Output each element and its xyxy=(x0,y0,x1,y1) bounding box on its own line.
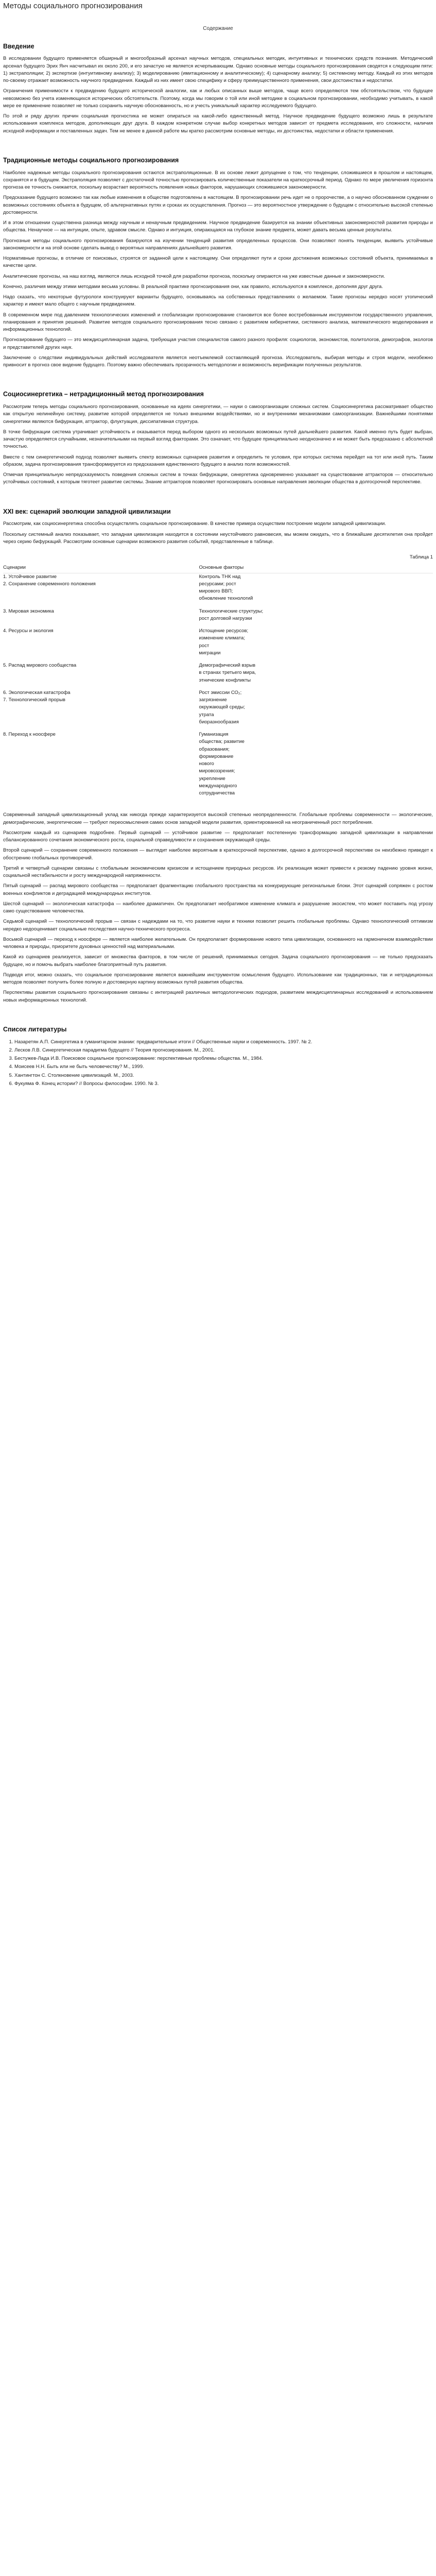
factor-text: окружающей среды; xyxy=(199,704,245,710)
factor-text: этнические конфликты xyxy=(199,677,251,683)
factor-text: формирование xyxy=(199,753,234,759)
section-heading-sociosynergetics: Социосинергетика – нетрадиционный метод прогнозирования xyxy=(3,391,204,398)
factor-text: рост xyxy=(199,642,210,649)
scenario-name: 5. Распад мирового сообщества xyxy=(3,663,77,668)
paragraph: Второй сценарий — сохранение современного положения — выглядит наиболее вероятным в краткосрочной перспективе, однако в долгосрочной перспективе он неизбежно приведет к обострению глобальных противоречий. xyxy=(3,848,433,861)
factor-text: Рост эмиссии СО₂; xyxy=(199,689,242,696)
section-heading-21st-century: XXI век: сценарий эволюции западной цивилизации xyxy=(3,507,171,515)
factors-cell xyxy=(132,573,433,608)
factor-text: общества; развитие xyxy=(199,739,245,745)
intro-body xyxy=(3,55,433,135)
section-heading-intro: Введение xyxy=(3,42,34,50)
paragraph: Перспективы развития социального прогнозирования связаны с интеграцией различных методологических подходов, развитием междисциплинарных исследований и использованием новых информационных технологий. xyxy=(3,990,433,1003)
paragraph: Седьмой сценарий — технологический прорыв — связан с надеждами на то, что развитие науки и техники позволит решить глобальные проблемы. Однако технологический оптимизм нередко недооценивает социальные последствия научно-технического прогресса. xyxy=(3,919,433,932)
scenario-name: 2. Сохранение современного положения xyxy=(3,581,96,587)
reference-item: 3. Бестужев-Лада И.В. Поисковое социальное прогнозирование: перспективные проблемы общества. М., 1984. xyxy=(14,1055,433,1062)
paragraph: Рассмотрим каждый из сценариев подробнее. Первый сценарий — устойчивое развитие — предполагает постепенную трансформацию западной цивилизации в направлении сбалансированного сочетания экономического роста, социальной справедливости и сохранения окружающей среды. xyxy=(3,829,433,843)
reference-item: 1. Назаретян А.П. Синергетика в гуманитарном знании: предварительные итоги // Общественные науки и современность. 1997. № 2. xyxy=(14,1039,433,1046)
factor-text: Демографический взрыв xyxy=(199,663,256,668)
paragraph: Ограничения применимости к предвидению будущего исторической аналогии, как и любых описанных выше методов, чаще всего определяются тем обстоятельством, что будущее невозможно без учета изменяющихся исторических обстоятельств. Поэтому, когда мы говорим о той или иной методике в социальном прогнозировании, необходимо учитывать, в какой мере ее применение позволяет не только сохранить научную обоснованность, но и учесть уникальный характер исследуемого будущего. xyxy=(3,88,433,109)
scenario-name: 1. Устойчивое развитие xyxy=(3,573,57,580)
paragraph: Шестой сценарий — экологическая катастрофа — наиболее драматичен. Он предполагает необратимое изменение климата и разрушение экосистем, что может поставить под угрозу само существование человечества. xyxy=(3,901,433,914)
toc-title: Содержание xyxy=(203,25,233,31)
section-heading-references: Список литературы xyxy=(3,1025,67,1033)
paragraph: Надо сказать, что некоторые футурологи конструируют варианты будущего, основываясь на собственных представлениях о желаемом. Такие прогнозы нередко носят утопический характер и имеют мало общего с научным предвидением. xyxy=(3,294,433,308)
factor-text: Технологические структуры; xyxy=(199,608,264,614)
factors-cell xyxy=(132,628,433,662)
reference-item: 4. Моисеев Н.Н. Быть или не быть человечеству? М., 1999. xyxy=(14,1063,433,1071)
paragraph: Аналитические прогнозы, на наш взгляд, являются лишь исходной точкой для разработки прогноза, поскольку опираются на уже известные данные и закономерности. xyxy=(3,273,385,279)
paragraph: Какой из сценариев реализуется, зависит от множества факторов, в том числе от решений, принимаемых сегодня. Задача социального прогнозирования — не только предсказать будущее, но и помочь выбрать наиболее благоприятный путь развития. xyxy=(3,954,433,968)
table-row xyxy=(3,689,433,731)
table-header-factors: Основные факторы xyxy=(132,563,433,573)
factor-text: рост долговой нагрузки xyxy=(199,615,252,621)
paragraph: По этой и ряду других причин социальная прогностика не может опираться на какой-либо единственный метод. Научное предвидение будущего возможно лишь в результате использования комплекса методов, дополняющих друг друга. В каждом конкретном случае выбор конкретных методов зависит от предмета исследования, его сложности, наличия исходной информации и поставленных задач. Тем не менее в данной работе мы кратко рассмотрим основные методы, их достоинства, недостатки и области применения. xyxy=(3,113,433,134)
paragraph: В исследовании будущего применяется обширный и многообразный арсенал научных методов, специальных методик, интуитивных и технических средств познания. Методический арсенал будущего Эрих Янч насчитывал их около 200, и его зачастую не является исчерпывающим. Однако основные методы социального прогнозирования сводятся к следующим пяти: 1) экстраполяции; 2) экспертизе (интуитивному анализу); 3) моделированию (имитационному и аналитическому); 4) сценарному анализу; 5) системному методу. Каждый из этих методов по-своему отражает возможность научного предвидения. Каждый из них имеет свою специфику и сферу преимущественного применения, свои достоинства и недостатки. xyxy=(3,56,433,83)
scenario-cell xyxy=(3,608,132,628)
paragraph: Восьмой сценарий — переход к ноосфере — является наиболее желательным. Он предполагает формирование нового типа цивилизации, основанного на гармоничном взаимодействии человека и природы, приоритете духовных ценностей над материальными. xyxy=(3,936,433,950)
reference-item: 2. Лесков Л.В. Синергетическая парадигма будущего // Теория прогнозирования. М., 2001. xyxy=(14,1047,433,1054)
paragraph: Вместе с тем синергетический подход позволяет выявить спектр возможных сценариев развития и определить те условия, при которых система перейдет на тот или иной путь. Таким образом, задача прогнозирования трансформируется из предсказания единственного будущего в анализ поля возможностей. xyxy=(3,454,433,467)
scenario-discussion-body xyxy=(3,811,433,1004)
factor-text: образования; xyxy=(199,746,230,752)
scenario-cell xyxy=(3,662,132,689)
table-header-scenarios: Сценарии xyxy=(3,563,132,573)
factor-text: миграции xyxy=(199,650,221,656)
scenario-table xyxy=(3,563,433,802)
paragraph: Третий и четвертый сценарии связаны с глобальным экономическим кризисом и истощением природных ресурсов. Их реализация может привести к резкому падению уровня жизни, социальной нестабильности и росту международной напряженности. xyxy=(3,865,433,878)
paragraph: Прогнозные методы социального прогнозирования базируются на изучении тенденций развития определенных процессов. Они позволяют понять тенденции, выявить устойчивые закономерности и на этой основе сделать вывод о вероятных направлениях дальнейшего развития. xyxy=(3,238,433,251)
paragraph: Конечно, различия между этими методами весьма условны. В реальной практике прогнозирования они, как правило, используются в комплексе, дополняя друг друга. xyxy=(3,283,383,290)
paragraph: Рассмотрим, как социосинергетика способна осуществлять социальное прогнозирование. В качестве примера осуществим построение модели западной цивилизации. xyxy=(3,521,386,527)
scenario-cell xyxy=(3,689,132,731)
paragraph: В точке бифуркации система утрачивает устойчивость и оказывается перед выбором одного из нескольких возможных путей дальнейшего развития. Какой именно путь будет выбран, зачастую определяется случайными, незначительными на первый взгляд факторами. Это означает, что будущее принципиально неоднозначно и не может быть предсказано с абсолютной точностью. xyxy=(3,429,433,450)
paragraph: Отмечая принципиальную непредсказуемость поведения сложных систем в точках бифуркации, синергетика одновременно указывает на существование аттракторов — относительно устойчивых состояний, к которым тяготеет развитие системы. Знание аттракторов позволяет прогнозировать основные направления эволюции общества в долгосрочной перспективе. xyxy=(3,472,433,485)
table-row xyxy=(3,628,433,662)
paragraph: Предсказание будущего возможно так как любые изменения в обществе подготовлены в настоящем. В прогнозировании речь идет не о пророчестве, а о научно обоснованном суждении о возможных состояниях объекта в будущем, об альтернативных путях и сроках их осуществления. Прогноз — это вероятностное утверждение о будущем с относительно высокой степенью достоверности. xyxy=(3,195,433,215)
factors-cell xyxy=(132,662,433,689)
factor-text: укрепление xyxy=(199,775,225,782)
factor-text: утрата xyxy=(199,711,214,718)
scenario-name: 3. Мировая экономика xyxy=(3,608,54,614)
factor-text: биоразнообразия xyxy=(199,719,239,725)
scenario-name: 8. Переход к ноосфере xyxy=(3,732,56,737)
paragraph: В современном мире под давлением технологических изменений и глобализации прогнозирование становится все более востребованным инструментом государственного управления, планирования и принятия решений. Развитие методов социального прогнозирования тесно связано с развитием кибернетики, системного анализа, математического моделирования и информационных технологий. xyxy=(3,312,433,332)
reference-item: 6. Фукуяма Ф. Конец истории? // Вопросы философии. 1990. № 3. xyxy=(14,1080,433,1088)
factor-text: сотрудничества xyxy=(199,790,235,796)
table-caption: Таблица 1 xyxy=(409,554,433,560)
factor-text: нового xyxy=(199,761,214,767)
paragraph: Прогнозирование будущего — это междисциплинарная задача, требующая участия специалистов самого разного профиля: социологов, экономистов, политологов, демографов, экологов и представителей других наук. xyxy=(3,337,433,350)
scenario-section-body xyxy=(3,520,433,546)
paragraph: Подводя итог, можно сказать, что социальное прогнозирование является важнейшим инструментом осмысления будущего. Использование как традиционных, так и нетрадиционных методов позволяет получить более полную и достоверную картину возможных путей развития общества. xyxy=(3,972,433,985)
sociosynergetics-body xyxy=(3,403,433,486)
traditional-methods-body xyxy=(3,170,433,369)
scenario-cell xyxy=(3,628,132,662)
factor-text: Гуманизация xyxy=(199,732,229,737)
factor-text: Истощение ресурсов; xyxy=(199,628,249,634)
paragraph: Современный западный цивилизационный уклад как никогда прежде характеризуется высокой степенью неопределенности. Глобальные проблемы современности — экологические, демографические, энергетические — требуют переосмысления самих основ западной модели развития, ориентированной на неограниченный рост потребления. xyxy=(3,812,433,825)
paragraph: Поскольку системный анализ показывает, что западная цивилизация находится в состоянии неустойчивого равновесия, мы можем ожидать, что в ближайшие десятилетия она пройдет через серию бифуркаций. Рассмотрим основные сценарии возможного развития событий, представленные в таблице. xyxy=(3,531,433,545)
paragraph: Пятый сценарий — распад мирового сообщества — предполагает фрагментацию глобального пространства на конкурирующие региональные блоки. Этот сценарий сопряжен с ростом военных конфликтов и деградацией международных институтов. xyxy=(3,883,433,896)
factor-text: международного xyxy=(199,783,237,789)
page-title: Методы социального прогнозирования xyxy=(3,2,143,10)
factor-text: мировоззрения; xyxy=(199,768,235,774)
scenario-cell xyxy=(3,731,132,802)
section-heading-traditional: Традиционные методы социального прогнозирования xyxy=(3,156,179,164)
paragraph: Наиболее надежные методы социального прогнозирования остаются экстраполяционные. В их основе лежит допущение о том, что тенденции, сложившиеся в прошлом и настоящем, сохранятся и в будущем. Экстраполяция позволяет с достаточной точностью прогнозировать количественные показатели на краткосрочный период. Однако по мере увеличения горизонта прогноза ее точность снижается, поскольку возрастает вероятность появления новых факторов, нарушающих сложившиеся закономерности. xyxy=(3,170,433,190)
factor-text: Контроль ТНК над xyxy=(199,573,241,580)
factor-text: мирового ВВП; xyxy=(199,588,233,594)
paragraph: И в этом отношении существенна разница между научным и ненаучным предвидением. Научное предвидение базируется на знании объективных закономерностей развития природы и общества. Ненаучное — на интуиции, опыте, здравом смысле. Однако и интуиция, опирающаяся на глубокое знание предмета, может давать весьма ценные результаты. xyxy=(3,220,433,233)
scenario-name: 7. Технологический прорыв xyxy=(3,697,65,703)
factor-text: в странах третьего мира, xyxy=(199,670,256,676)
references-list xyxy=(3,1039,433,1088)
factor-text: обновление технологий xyxy=(199,596,253,602)
factors-cell xyxy=(132,689,433,731)
factor-text: изменение климата; xyxy=(199,635,245,641)
factors-cell xyxy=(132,731,433,802)
factor-text: загрязнение xyxy=(199,697,227,703)
paragraph: Нормативные прогнозы, в отличие от поисковых, строятся от заданной цели к настоящему. Они определяют пути и сроки достижения возможных состояний объекта, принимаемых в качестве цели. xyxy=(3,256,433,269)
table-row xyxy=(3,731,433,802)
scenario-cell xyxy=(3,573,132,608)
scenario-name: 4. Ресурсы и экология xyxy=(3,628,54,634)
factor-text: ресурсами; рост xyxy=(199,581,236,587)
factors-cell xyxy=(132,608,433,628)
table-row xyxy=(3,608,433,628)
scenario-name: 6. Экологическая катастрофа xyxy=(3,689,71,696)
paragraph: Рассмотрим теперь методы социального прогнозирования, основанные на идеях синергетики, — науки о самоорганизации сложных систем. Социосинергетика рассматривает общество как открытую нелинейную систему, развитие которой определяется не только внешними воздействиями, но и внутренними механизмами самоорганизации. Важнейшими понятиями синергетики являются бифуркация, аттрактор, флуктуация, диссипативная структура. xyxy=(3,404,433,425)
reference-item: 5. Хантингтон С. Столкновение цивилизаций. М., 2003. xyxy=(14,1072,433,1079)
paragraph: Заключение о следствии индивидуальных действий исследователя является неотъемлемой составляющей прогноза. Исследователь, выбирая методы и строя модели, неизбежно привносит в прогноз свое видение будущего. Поэтому важно обеспечивать прозрачность методологии и возможность верификации полученных результатов. xyxy=(3,354,433,368)
table-row xyxy=(3,662,433,689)
table-row xyxy=(3,573,433,608)
